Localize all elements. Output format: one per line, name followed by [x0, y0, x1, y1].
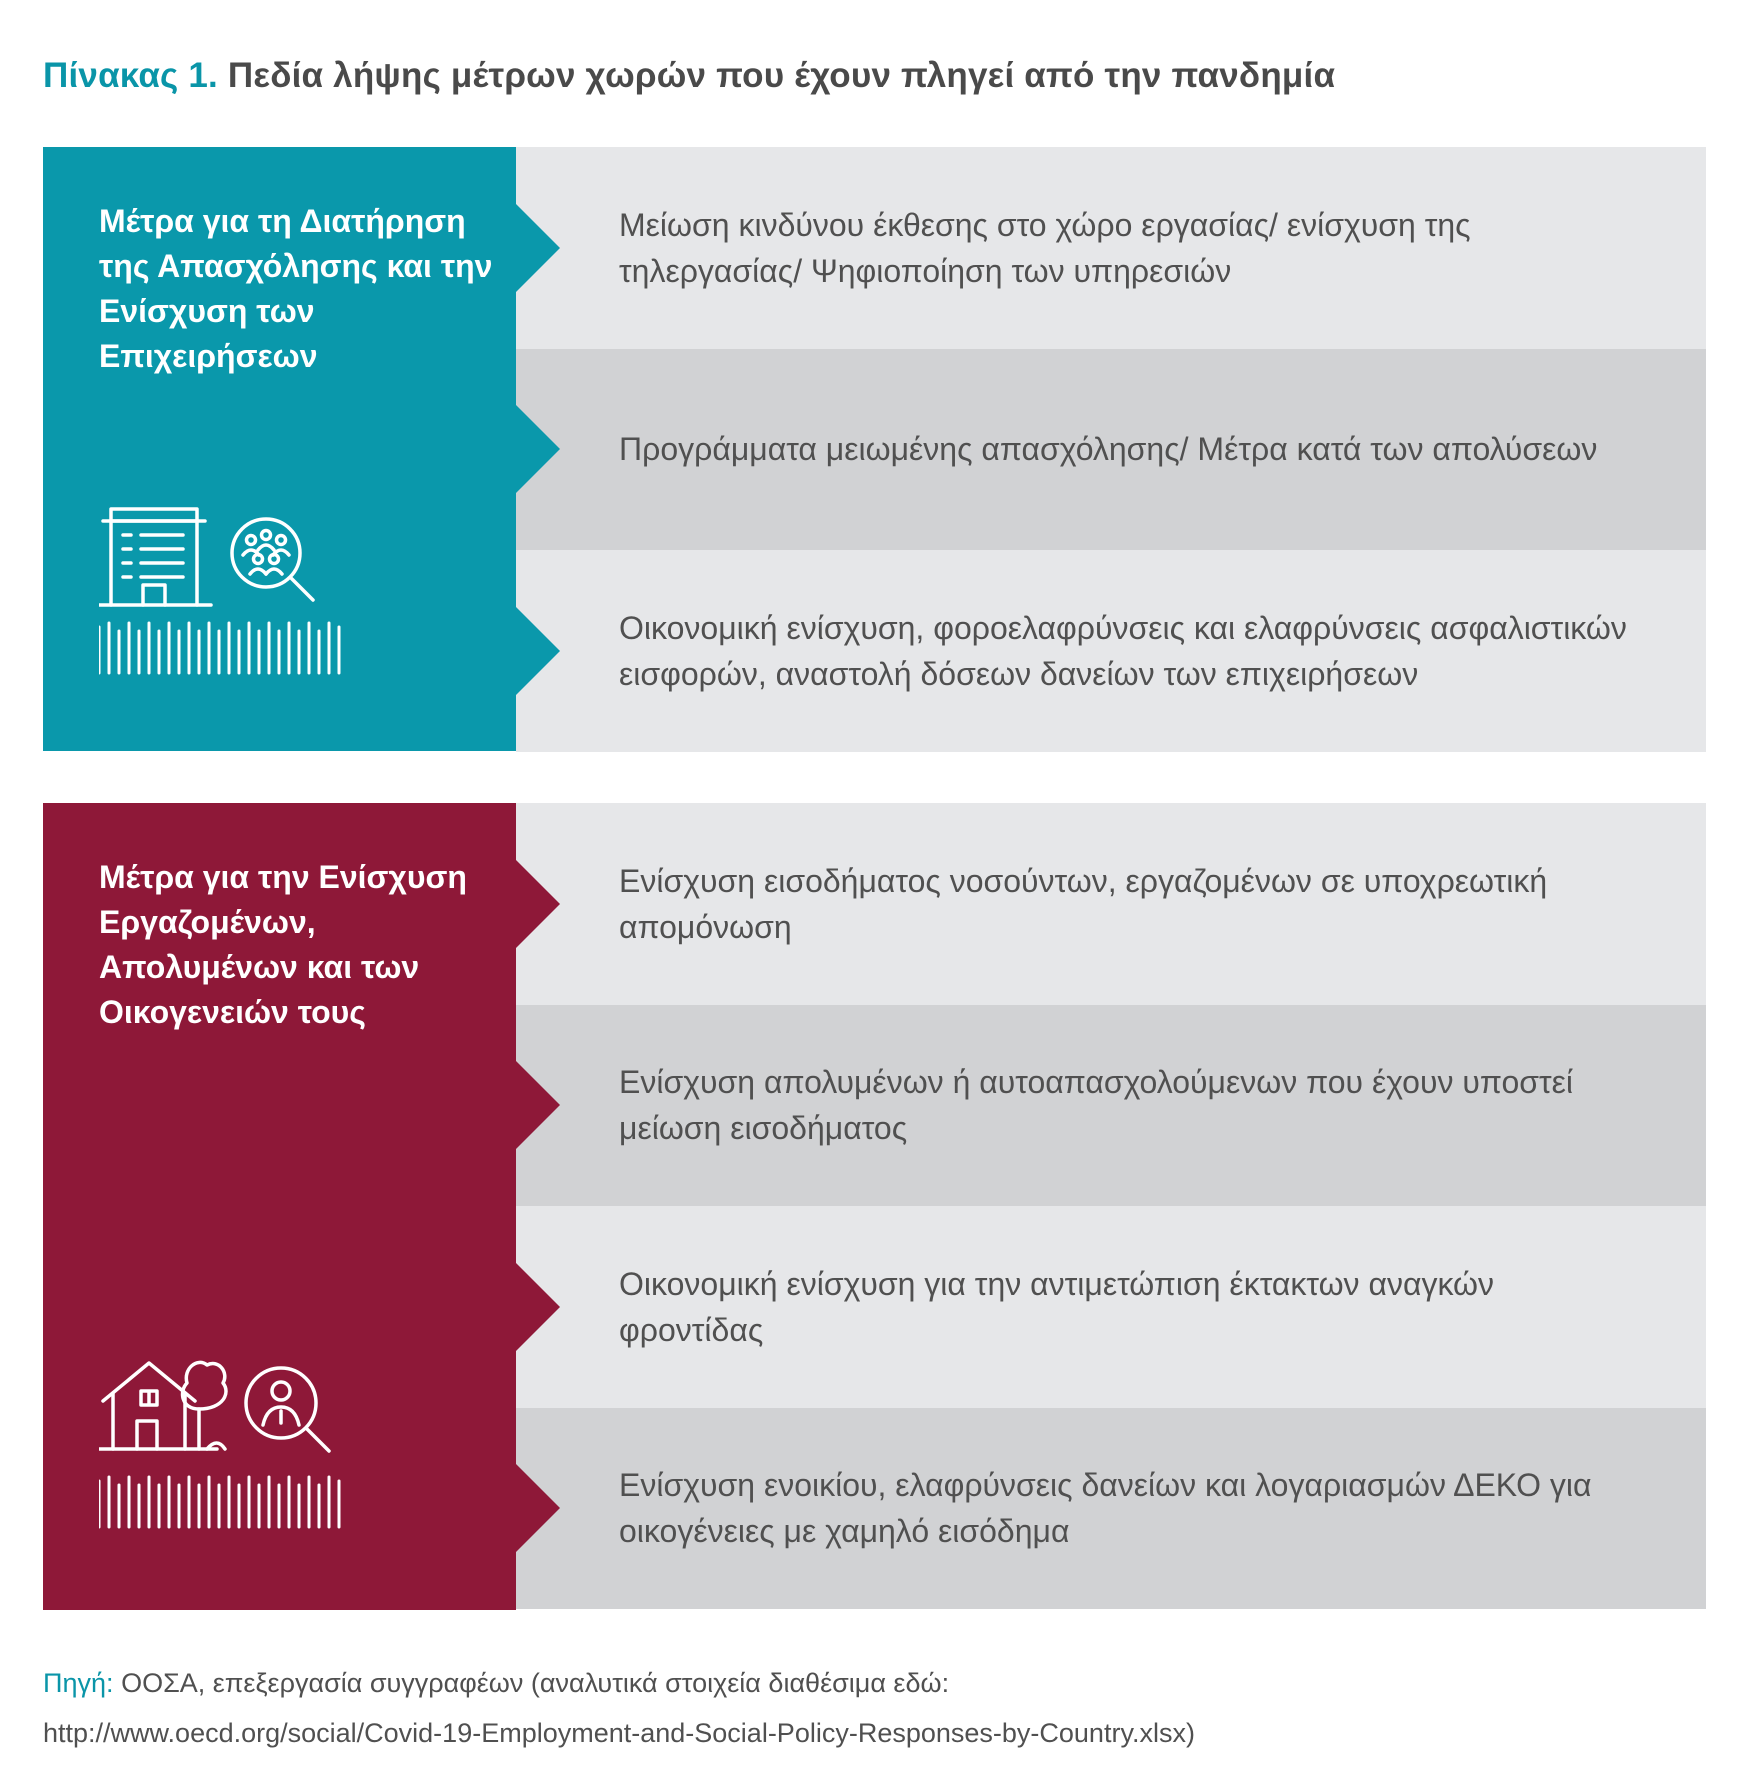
- list-item: [516, 1206, 1706, 1408]
- source-url[interactable]: http://www.oecd.org/social/Covid-19-Employment-and-Social-Policy-Responses-by-Country.xlsx): [43, 1718, 1195, 1748]
- barcode-icon: [99, 1477, 339, 1527]
- measure-text: Οικονομική ενίσχυση για την αντιμετώπιση έκτακτων αναγκών φροντίδας: [619, 1265, 1495, 1348]
- measure-text: Μείωση κινδύνου έκθεσης στο χώρο εργασίας/ ενίσχυση της τηλεργασίας/ Ψηφιοποίηση των υπηρεσιών: [619, 206, 1471, 289]
- group-header-panel: [43, 147, 516, 751]
- group-heading: Μέτρα για την Ενίσχυση Εργαζομένων, Απολυμένων και των Οικογενειών τους: [99, 859, 467, 1030]
- measures-group-employment-businesses: [43, 147, 1706, 751]
- source-text: ΟΟΣΑ, επεξεργασία συγγραφέων (αναλυτικά στοιχεία διαθέσιμα εδώ:: [121, 1668, 950, 1698]
- list-item: [516, 1408, 1706, 1610]
- measures-list: [516, 147, 1706, 751]
- list-item: [516, 349, 1706, 551]
- group-icons: [99, 1351, 459, 1551]
- arrow-marker: [516, 607, 560, 695]
- house-tree-icon: [99, 1362, 226, 1449]
- measure-text: Ενίσχυση εισοδήματος νοσούντων, εργαζομένων σε υποχρεωτική απομόνωση: [619, 862, 1548, 945]
- list-item: [516, 550, 1706, 752]
- group-heading: Μέτρα για τη Διατήρηση της Απασχόλησης και την Ενίσχυση των Επιχειρήσεων: [99, 203, 493, 374]
- group-icons: [99, 497, 459, 697]
- list-item: [516, 803, 1706, 1005]
- page-title: [43, 56, 1335, 96]
- measure-text: Ενίσχυση απολυμένων ή αυτοαπασχολούμενων που έχουν υποστεί μείωση εισοδήματος: [619, 1064, 1574, 1147]
- list-item: [516, 1005, 1706, 1207]
- measure-text: Οικονομική ενίσχυση, φοροελαφρύνσεις και ελαφρύνσεις ασφαλιστικών εισφορών, αναστολή δόσεων δανείων των επιχειρήσεων: [619, 609, 1627, 692]
- measures-list: [516, 803, 1706, 1610]
- arrow-marker: [516, 1263, 560, 1351]
- source-label: Πηγή:: [43, 1668, 114, 1698]
- measure-text: Προγράμματα μειωμένης απασχόλησης/ Μέτρα κατά των απολύσεων: [619, 431, 1598, 468]
- group-header-panel: [43, 803, 516, 1610]
- source-note: [43, 1658, 1703, 1758]
- arrow-marker: [516, 204, 560, 292]
- arrow-marker: [516, 860, 560, 948]
- measures-group-workers-families: [43, 803, 1706, 1610]
- person-search-icon: [246, 1368, 329, 1451]
- arrow-marker: [516, 1464, 560, 1552]
- office-building-icon: [99, 509, 211, 605]
- barcode-icon: [99, 623, 339, 673]
- arrow-marker: [516, 1061, 560, 1149]
- measure-text: Ενίσχυση ενοικίου, ελαφρύνσεις δανείων και λογαριασμών ΔΕΚΟ για οικογένειες με χαμηλό εισόδημα: [619, 1467, 1592, 1550]
- arrow-marker: [516, 405, 560, 493]
- table-number: Πίνακας 1.: [43, 56, 218, 95]
- table-title-text: Πεδία λήψης μέτρων χωρών που έχουν πληγεί από την πανδημία: [227, 56, 1336, 95]
- people-search-icon: [232, 519, 313, 600]
- list-item: [516, 147, 1706, 349]
